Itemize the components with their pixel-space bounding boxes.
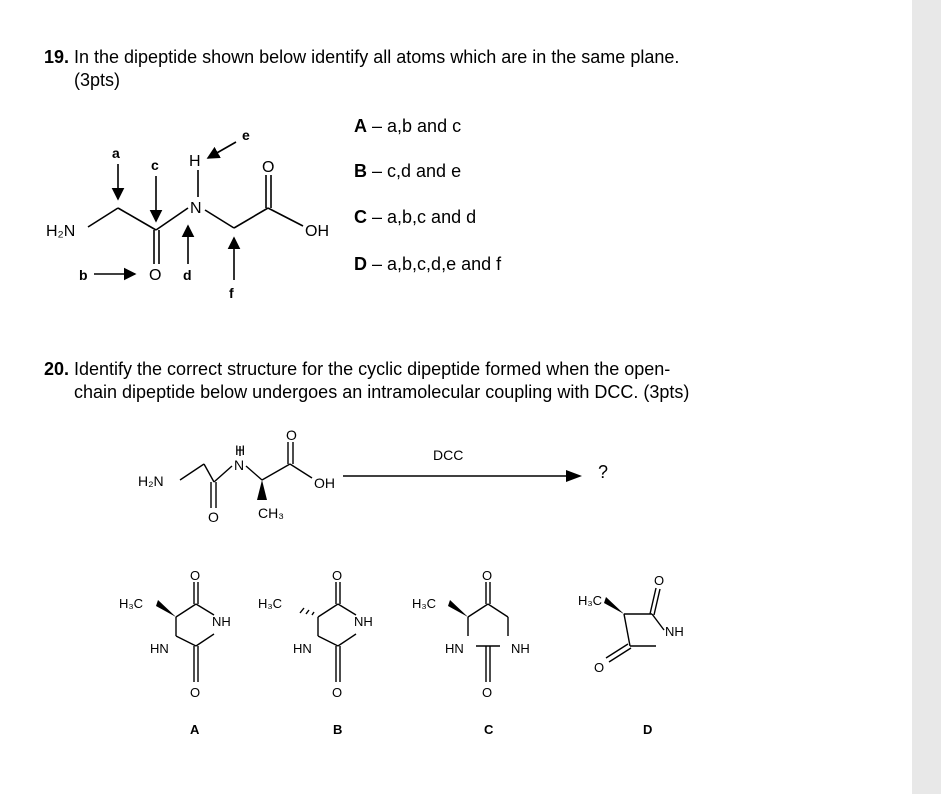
- choice-b-nh: NH: [354, 614, 373, 629]
- q19-label-b: b: [79, 267, 88, 283]
- choice-d-o-top: O: [654, 573, 665, 588]
- choice-c-structure[interactable]: [412, 568, 530, 737]
- q19-label-c: c: [151, 157, 159, 173]
- choice-a-letter: A: [190, 722, 200, 737]
- choice-d-o-bottom: O: [594, 660, 605, 675]
- choice-a-hn: HN: [150, 641, 169, 656]
- q19-option-a-letter: A: [354, 116, 367, 136]
- q20-h2n-label: H₂N: [138, 473, 164, 489]
- choice-d-ch3: H₃C: [578, 593, 603, 608]
- q19-option-d-text: – a,b,c,d,e and f: [372, 254, 502, 274]
- product-question-mark: ?: [598, 462, 609, 482]
- q19-option-d-letter: D: [354, 254, 367, 274]
- question-20-number: 20.: [44, 359, 70, 379]
- choice-d-nh: NH: [665, 624, 684, 639]
- q19-label-a: a: [112, 145, 120, 161]
- choice-b-letter: B: [333, 722, 343, 737]
- choice-a-structure[interactable]: [119, 568, 231, 737]
- q19-label-e: e: [242, 127, 250, 143]
- choice-a-nh: NH: [212, 614, 231, 629]
- choice-c-o-bottom: O: [482, 685, 493, 700]
- q20-h-label: H: [235, 442, 246, 458]
- choice-d-letter: D: [643, 722, 653, 737]
- choice-c-hn: HN: [445, 641, 464, 656]
- dcc-reagent-label: DCC: [433, 447, 464, 463]
- q19-option-b-text: – c,d and e: [372, 161, 462, 181]
- q19-label-f: f: [229, 285, 234, 301]
- choice-b-structure[interactable]: [258, 568, 373, 737]
- q19-label-d: d: [183, 267, 192, 283]
- choice-b-hn: HN: [293, 641, 312, 656]
- choice-c-ch3: H₃C: [412, 596, 437, 611]
- choice-b-o-bottom: O: [332, 685, 343, 700]
- choice-a-ch3: H₃C: [119, 596, 144, 611]
- question-19-number: 19.: [44, 47, 70, 67]
- q20-ch3-label: CH₃: [258, 505, 284, 521]
- choice-a-o-bottom: O: [190, 685, 201, 700]
- q20-o1-label: O: [208, 509, 219, 525]
- q20-o2-label: O: [286, 427, 297, 443]
- choice-c-letter: C: [484, 722, 494, 737]
- question-19-text-line1: In the dipeptide shown below identify all atoms which are in the same plane.: [74, 47, 680, 67]
- q19-h2n-label: H₂N: [46, 223, 76, 240]
- q19-option-b-letter: B: [354, 161, 367, 181]
- question-20-text-line2: chain dipeptide below undergoes an intramolecular coupling with DCC. (3pts): [74, 382, 690, 402]
- q20-n-label: N: [234, 457, 245, 473]
- question-20-text-line1: Identify the correct structure for the cyclic dipeptide formed when the open-: [74, 359, 671, 379]
- vertical-scrollbar[interactable]: [912, 0, 941, 794]
- q19-h-label: H: [189, 153, 201, 170]
- choice-c-o-top: O: [482, 568, 493, 583]
- q19-oh-label: OH: [305, 223, 329, 240]
- question-19-text-line2: (3pts): [74, 70, 121, 90]
- choice-a-o-top: O: [190, 568, 201, 583]
- q19-option-c-letter: C: [354, 207, 367, 227]
- q19-o-carbonyl2-label: O: [262, 159, 275, 176]
- choice-b-ch3: H₃C: [258, 596, 283, 611]
- choice-d-structure[interactable]: [578, 573, 684, 737]
- choice-b-o-top: O: [332, 568, 343, 583]
- q19-n-label: N: [190, 200, 202, 217]
- q19-option-c-text: – a,b,c and d: [372, 207, 477, 227]
- q19-o-carbonyl1-label: O: [149, 267, 162, 284]
- choice-c-nh: NH: [511, 641, 530, 656]
- q19-option-a-text: – a,b and c: [372, 116, 462, 136]
- q20-oh-label: OH: [314, 475, 335, 491]
